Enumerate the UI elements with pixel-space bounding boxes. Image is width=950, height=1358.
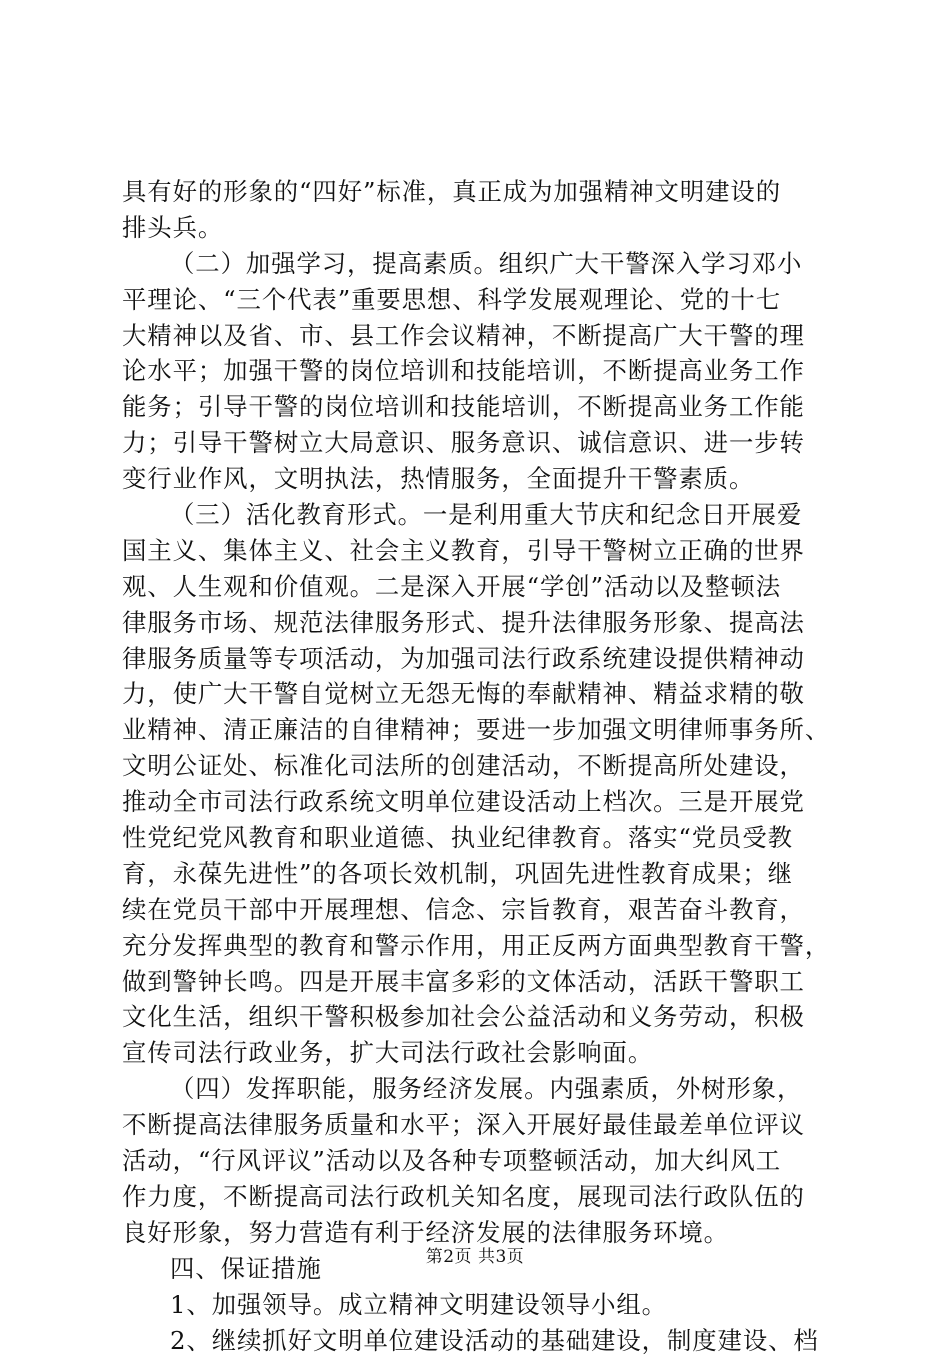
text-line: 平理论、“三个代表”重要思想、科学发展观理论、党的十七: [122, 282, 834, 318]
text-line: 具有好的形象的“四好”标准，真正成为加强精神文明建设的: [122, 174, 834, 210]
text-line: 续在党员干部中开展理想、信念、宗旨教育，艰苦奋斗教育，: [122, 892, 834, 928]
text-line: 律服务质量等专项活动，为加强司法行政系统建设提供精神动: [122, 641, 834, 677]
text-line: 文化生活，组织干警积极参加社会公益活动和义务劳动，积极: [122, 999, 834, 1035]
text-line: 观、人生观和价值观。二是深入开展“学创”活动以及整顿法: [122, 569, 834, 605]
text-line: 作力度，不断提高司法行政机关知名度，展现司法行政队伍的: [122, 1179, 834, 1215]
page-footer: 第2页 共3页: [0, 1245, 950, 1269]
text-line: 力，使广大干警自觉树立无怨无悔的奉献精神、精益求精的敬: [122, 676, 834, 712]
text-line: 变行业作风，文明执法，热情服务，全面提升干警素质。: [122, 461, 834, 497]
text-line: 性党纪党风教育和职业道德、执业纪律教育。落实“党员受教: [122, 820, 834, 856]
text-line: 推动全市司法行政系统文明单位建设活动上档次。三是开展党: [122, 784, 834, 820]
text-line: 四、保证措施: [122, 1251, 834, 1287]
text-line: 育，永葆先进性”的各项长效机制，巩固先进性教育成果；继: [122, 856, 834, 892]
text-line: 大精神以及省、市、县工作会议精神，不断提高广大干警的理: [122, 318, 834, 354]
text-line: 良好形象，努力营造有利于经济发展的法律服务环境。: [122, 1215, 834, 1251]
text-line: 充分发挥典型的教育和警示作用，用正反两方面典型教育干警，: [122, 928, 834, 964]
text-line: 宣传司法行政业务，扩大司法行政社会影响面。: [122, 1035, 834, 1071]
text-line: （四）发挥职能，服务经济发展。内强素质，外树形象，: [122, 1071, 834, 1107]
text-line: 2、继续抓好文明单位建设活动的基础建设，制度建设、档: [122, 1323, 834, 1358]
text-line: 排头兵。: [122, 210, 834, 246]
text-line: 活动，“行风评议”活动以及各种专项整顿活动，加大纠风工: [122, 1143, 834, 1179]
text-line: 做到警钟长鸣。四是开展丰富多彩的文体活动，活跃干警职工: [122, 964, 834, 1000]
text-line: 1、加强领导。成立精神文明建设领导小组。: [122, 1287, 834, 1323]
text-line: 国主义、集体主义、社会主义教育，引导干警树立正确的世界: [122, 533, 834, 569]
text-line: 不断提高法律服务质量和水平；深入开展好最佳最差单位评议: [122, 1107, 834, 1143]
text-line: 律服务市场、规范法律服务形式、提升法律服务形象、提高法: [122, 605, 834, 641]
text-line: 业精神、清正廉洁的自律精神；要进一步加强文明律师事务所、: [122, 712, 834, 748]
text-line: （三）活化教育形式。一是利用重大节庆和纪念日开展爱: [122, 497, 834, 533]
text-line: 文明公证处、标准化司法所的创建活动，不断提高所处建设，: [122, 748, 834, 784]
document-body: [122, 174, 834, 1358]
text-line: 力；引导干警树立大局意识、服务意识、诚信意识、进一步转: [122, 425, 834, 461]
text-line: 能务；引导干警的岗位培训和技能培训，不断提高业务工作能: [122, 389, 834, 425]
text-line: （二）加强学习，提高素质。组织广大干警深入学习邓小: [122, 246, 834, 282]
text-line: 论水平；加强干警的岗位培训和技能培训，不断提高业务工作: [122, 353, 834, 389]
